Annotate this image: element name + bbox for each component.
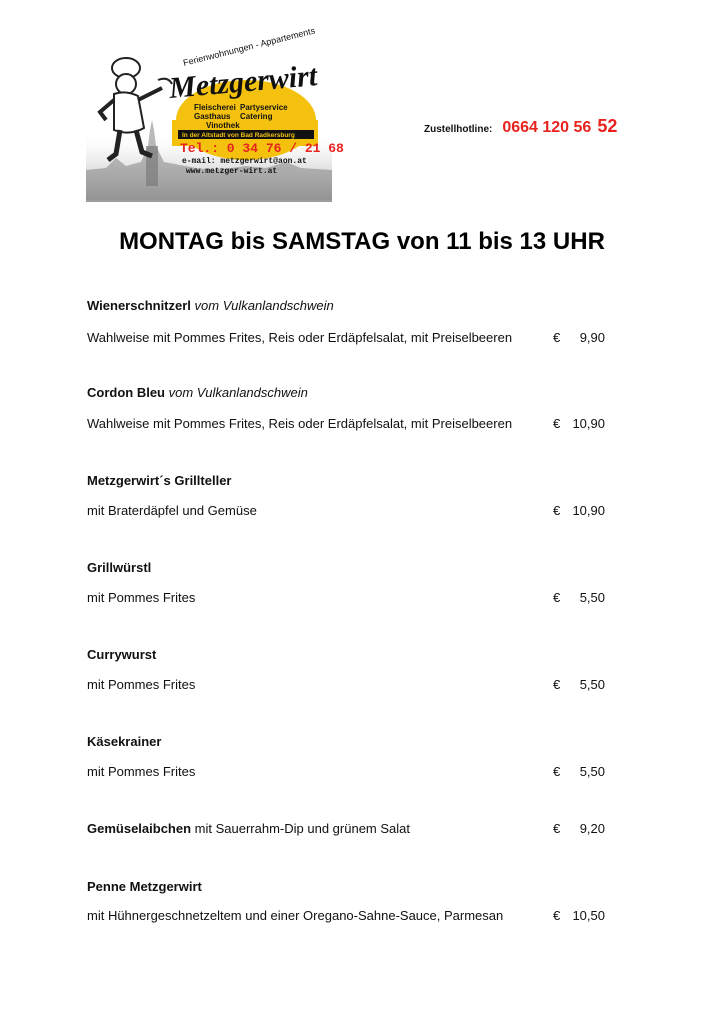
currency-symbol: € <box>553 590 561 605</box>
currency-symbol: € <box>553 330 561 345</box>
price-value: 9,20 <box>579 821 605 836</box>
logo-service: Gasthaus <box>194 112 231 121</box>
price-value: 10,90 <box>572 416 605 431</box>
dish-description: mit Hühnergeschnetzeltem und einer Oregano-Sahne-Sauce, Parmesan <box>87 908 504 923</box>
currency-symbol: € <box>553 416 561 431</box>
currency-symbol: € <box>553 677 561 692</box>
logo-phone: Tel.: 0 34 76 / 21 68 <box>180 141 344 156</box>
price-value: 10,90 <box>572 503 605 518</box>
logo-service: Catering <box>240 112 273 121</box>
logo-email: e-mail: metzgerwirt@aon.at <box>182 157 307 166</box>
currency-symbol: € <box>553 908 561 923</box>
dish-name: Metzgerwirt´s Grillteller <box>87 473 232 488</box>
logo-brand: Metzgerwirt <box>167 59 319 105</box>
price-value: 5,50 <box>579 677 605 692</box>
dish-description: mit Sauerrahm-Dip und grünem Salat <box>194 821 410 836</box>
dish-name: Gemüselaibchen <box>87 821 192 836</box>
currency-symbol: € <box>553 821 561 836</box>
dish-origin: vom Vulkanlandschwein <box>168 385 308 400</box>
price-value: 10,50 <box>572 908 605 923</box>
delivery-hotline <box>424 116 617 137</box>
dish-name: Cordon Bleu <box>87 385 165 400</box>
logo-service: Partyservice <box>240 103 288 112</box>
dish-name: Käsekrainer <box>87 734 162 749</box>
hotline-number[interactable]: 0664 120 56 <box>502 119 592 136</box>
dish-description: Wahlweise mit Pommes Frites, Reis oder Erdäpfelsalat, mit Preiselbeeren <box>87 330 513 345</box>
price-value: 5,50 <box>579 764 605 779</box>
hotline-number-end[interactable]: 52 <box>597 116 618 136</box>
currency-symbol: € <box>553 503 561 518</box>
dish-name: Penne Metzgerwirt <box>87 879 202 894</box>
logo-tagline: Ferienwohnungen - Appartements <box>182 25 317 68</box>
logo-location: In der Altstadt von Bad Radkersburg <box>182 132 295 139</box>
page-title: MONTAG bis SAMSTAG von 11 bis 13 UHR <box>119 228 605 255</box>
dish-name: Grillwürstl <box>87 560 152 575</box>
logo-service: Fleischerei <box>194 103 236 112</box>
restaurant-logo <box>86 25 344 202</box>
currency-symbol: € <box>553 764 561 779</box>
dish-description: mit Pommes Frites <box>87 677 196 692</box>
price-value: 5,50 <box>579 590 605 605</box>
dish-description: mit Pommes Frites <box>87 764 196 779</box>
dish-name: Wienerschnitzerl <box>87 298 191 313</box>
dish-origin: vom Vulkanlandschwein <box>194 298 334 313</box>
price-value: 9,90 <box>579 330 605 345</box>
dish-name: Currywurst <box>87 647 157 662</box>
dish-description: mit Pommes Frites <box>87 590 196 605</box>
dish-description: mit Braterdäpfel und Gemüse <box>87 503 257 518</box>
dish-description: Wahlweise mit Pommes Frites, Reis oder Erdäpfelsalat, mit Preiselbeeren <box>87 416 513 431</box>
logo-service: Vinothek <box>206 121 240 130</box>
logo-web: www.metzger-wirt.at <box>186 167 278 176</box>
hotline-label: Zustellhotline: <box>424 124 493 135</box>
